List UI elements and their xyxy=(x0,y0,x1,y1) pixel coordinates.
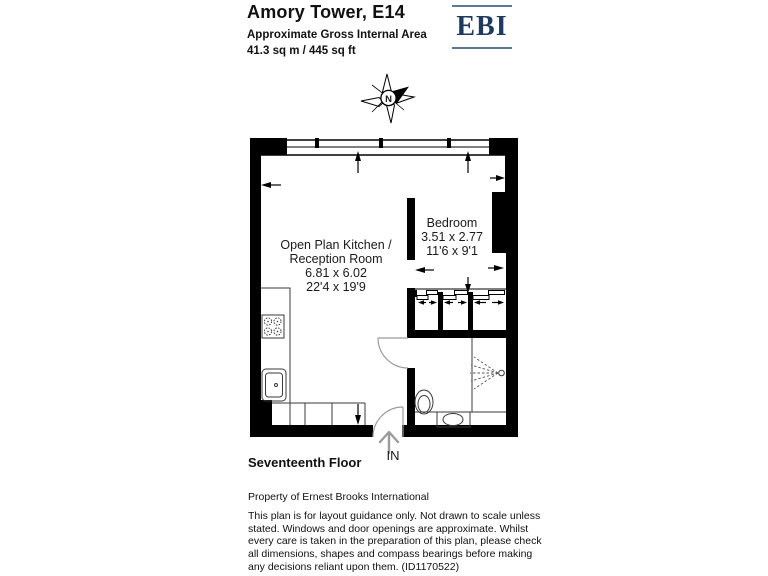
logo-text: EBI xyxy=(456,11,508,42)
hob-icon xyxy=(262,315,284,338)
compass-north-label: N xyxy=(385,93,392,105)
property-line: Property of Ernest Brooks International xyxy=(248,491,429,503)
gross-internal-area-label: Approximate Gross Internal Area xyxy=(247,29,427,41)
bedroom-dimensions-metric: 3.51 x 2.77 xyxy=(421,230,483,244)
page-title: Amory Tower, E14 xyxy=(247,2,405,22)
toilet-icon xyxy=(415,390,433,414)
bedroom-label: Bedroom xyxy=(426,216,478,230)
disclaimer-line: This plan is for layout guidance only. Not drawn to scale unless xyxy=(248,510,541,522)
bathroom-fixtures xyxy=(415,338,506,427)
gross-internal-area-value: 41.3 sq m / 445 sq ft xyxy=(247,45,356,57)
disclaimer-line: every care is taken in the preparation of this plan, please check xyxy=(248,535,542,548)
entrance-label: IN xyxy=(386,448,400,463)
bedroom-dimensions-imperial: 11'6 x 9'1 xyxy=(426,244,478,258)
dimension-arrows xyxy=(261,151,505,425)
floor-label: Seventeenth Floor xyxy=(248,455,362,470)
basin-icon xyxy=(437,412,470,427)
disclaimer xyxy=(248,510,542,574)
disclaimer-line: stated. Windows and door openings are approximate. Whilst xyxy=(248,522,529,535)
living-room-dimensions-metric: 6.81 x 6.02 xyxy=(305,266,367,280)
bathroom-door-arc xyxy=(378,338,408,368)
kitchen-sink-icon xyxy=(262,369,286,401)
kitchen-units xyxy=(261,288,365,425)
disclaimer-line: any decisions reliant upon them. (ID1170522) xyxy=(248,560,460,573)
living-room-label-line2: Reception Room xyxy=(289,252,383,266)
disclaimer-line: all dimensions, shapes and compass bearings before making xyxy=(248,548,533,561)
living-room-dimensions-imperial: 22'4 x 19'9 xyxy=(306,280,366,294)
wardrobe-sliding-doors xyxy=(411,289,506,305)
shower-icon xyxy=(470,357,504,389)
living-room-label-line1: Open Plan Kitchen / xyxy=(280,238,392,252)
compass-icon xyxy=(361,74,414,123)
